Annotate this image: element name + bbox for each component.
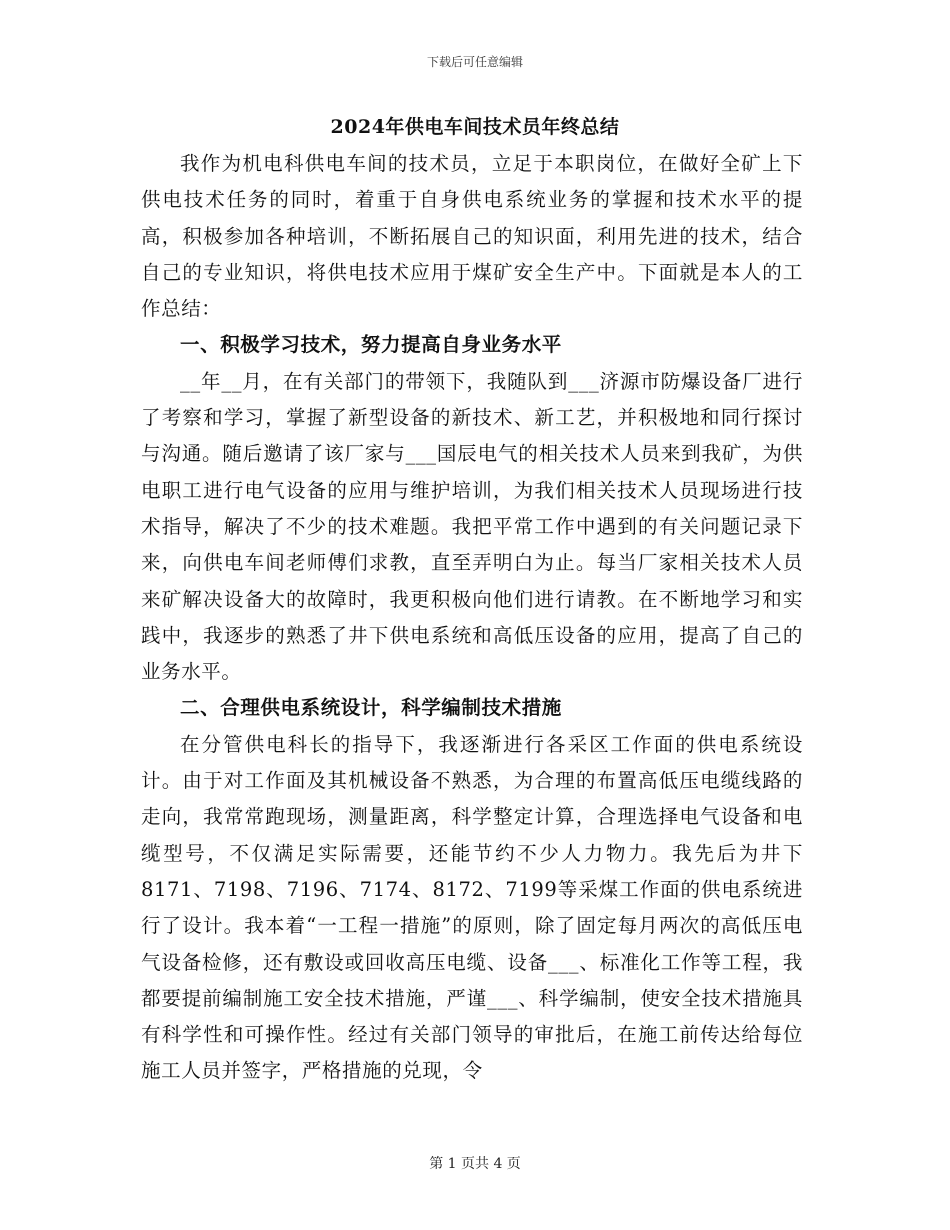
section-2-paragraph: 在分管供电科长的指导下，我逐渐进行各采区工作面的供电系统设计。由于对工作面及其机械设备不熟悉，为合理的布置高低压电缆线路的走向，我常常跑现场，测量距离，科学整定计算，合理选择电气设备和电缆型号，不仅满足实际需要，还能节约不少人力物力。我先后为井下8171、7198、7196、7174、8172、7199等采煤工作面的供电系统进行了设计。我本着“一工程一措施”的原则，除了固定每月两次的高低压电气设备检修，还有敷设或回收高压电缆、设备___、标准化工作等工程，我都要提前编制施工安全技术措施，严谨___、科学编制，使安全技术措施具有科学性和可操作性。经过有关部门领导的审批后，在施工前传达给每位施工人员并签字，严格措施的兑现，令 <box>141 732 803 1083</box>
intro-paragraph: 我作为机电科供电车间的技术员，立足于本职岗位，在做好全矿上下供电技术任务的同时，着重于自身供电系统业务的掌握和技术水平的提高，积极参加各种培训，不断拓展自己的知识面，利用先进的技术，结合自己的专业知识，将供电技术应用于煤矿安全生产中。下面就是本人的工作总结： <box>141 152 803 321</box>
page-number-footer: 第 1 页共 4 页 <box>429 1156 521 1172</box>
document-body <box>141 146 803 1090</box>
document-title: 2024年供电车间技术员年终总结 <box>330 116 620 138</box>
header-note: 下载后可任意编辑 <box>426 55 523 69</box>
section-1-paragraph: __年__月，在有关部门的带领下，我随队到___济源市防爆设备厂进行了考察和学习，掌握了新型设备的新技术、新工艺，并积极地和同行探讨与沟通。随后邀请了该厂家与___国辰电气的相关技术人员来到我矿，为供电职工进行电气设备的应用与维护培训，为我们相关技术人员现场进行技术指导，解决了不少的技术难题。我把平常工作中遇到的有关问题记录下来，向供电车间老师傅们求教，直至弄明白为止。每当厂家相关技术人员来矿解决设备大的故障时，我更积极向他们进行请教。在不断地学习和实践中，我逐步的熟悉了井下供电系统和高低压设备的应用，提高了自己的业务水平。 <box>141 369 803 684</box>
section-1-heading: 一、积极学习技术，努力提高自身业务水平 <box>180 333 562 357</box>
section-2-heading: 二、合理供电系统设计，科学编制技术措施 <box>180 696 562 720</box>
